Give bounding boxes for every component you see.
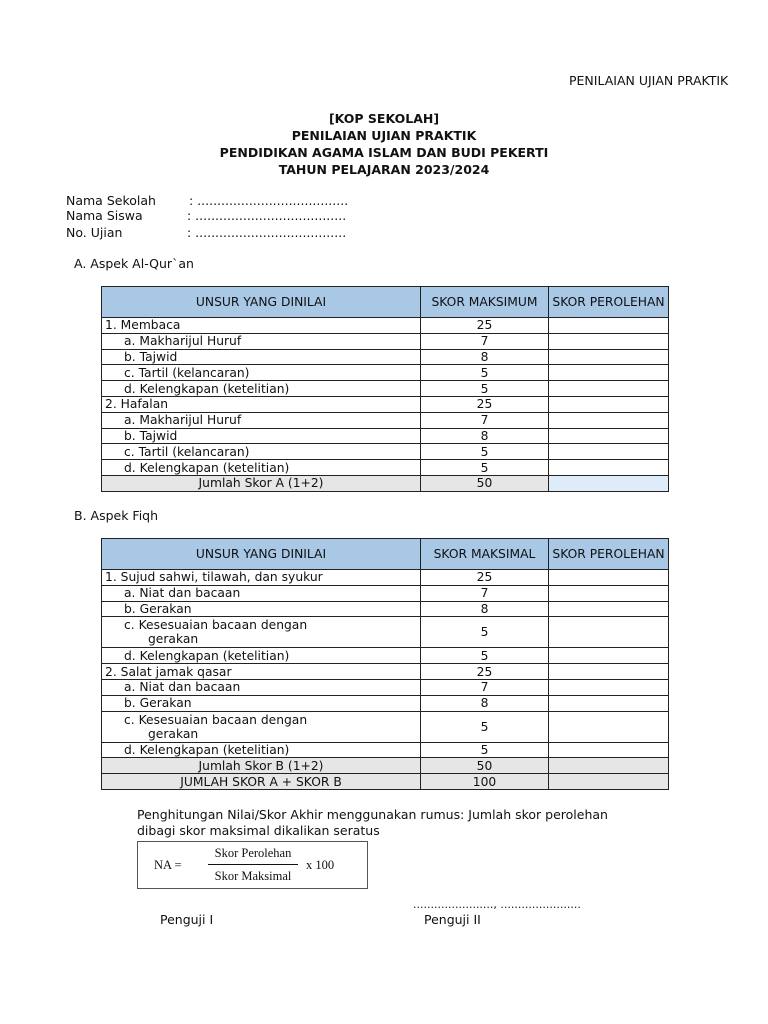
criterion-label: c. Tartil (kelancaran) [102, 444, 421, 460]
max-score: 8 [421, 428, 549, 444]
criterion-label: d. Kelengkapan (ketelitian) [102, 460, 421, 476]
criterion-label: a. Makharijul Huruf [102, 333, 421, 349]
corner-label: PENILAIAN UJIAN PRAKTIK [569, 73, 729, 88]
score-input-cell[interactable] [549, 365, 669, 381]
max-score: 25 [421, 396, 549, 412]
score-input-cell[interactable] [549, 349, 669, 365]
column-header: SKOR PEROLEHAN [549, 287, 669, 318]
max-score: 5 [421, 742, 549, 758]
score-input-cell[interactable] [549, 585, 669, 601]
criterion-label: d. Kelengkapan (ketelitian) [102, 381, 421, 397]
table-header-row [102, 287, 669, 318]
criterion-label: d. Kelengkapan (ketelitian) [102, 648, 421, 664]
formula-description: Penghitungan Nilai/Skor Akhir menggunakan rumus: Jumlah skor perolehan dibagi skor maksimal dikalikan seratus [137, 807, 608, 838]
section-a-title: A. Aspek Al-Qur`an [74, 256, 194, 271]
score-input-cell[interactable] [549, 460, 669, 476]
criterion-label: a. Makharijul Huruf [102, 412, 421, 428]
max-score: 8 [421, 601, 549, 617]
criterion-label: b. Tajwid [102, 349, 421, 365]
criterion-label: c. Tartil (kelancaran) [102, 365, 421, 381]
identity-value: : ...................................... [189, 193, 349, 208]
max-score: 5 [421, 617, 549, 648]
table-row [102, 381, 669, 397]
examiner-1-label: Penguji I [160, 912, 214, 927]
identity-label: Nama Siswa [66, 208, 143, 223]
examiner-2-label: Penguji II [424, 912, 481, 927]
max-score: 5 [421, 460, 549, 476]
criterion-label: b. Gerakan [102, 601, 421, 617]
grand-total-score-input-cell[interactable] [549, 774, 669, 790]
table-row [102, 679, 669, 695]
max-score: 25 [421, 664, 549, 680]
table-row [102, 742, 669, 758]
max-score: 5 [421, 365, 549, 381]
total-max-score: 50 [421, 475, 549, 491]
table-row [102, 444, 669, 460]
max-score: 25 [421, 570, 549, 586]
identity-value: : ...................................... [187, 208, 347, 223]
total-row [102, 475, 669, 491]
table-row [102, 365, 669, 381]
criterion-label-line1: c. Kesesuaian bacaan dengan [124, 618, 308, 633]
max-score: 5 [421, 711, 549, 742]
grand-total-max-score: 100 [421, 774, 549, 790]
criterion-label: 2. Salat jamak qasar [102, 664, 421, 680]
score-input-cell[interactable] [549, 444, 669, 460]
formula-multiplier: x 100 [306, 858, 335, 872]
table-row [102, 585, 669, 601]
score-input-cell[interactable] [549, 381, 669, 397]
header-year: TAHUN PELAJARAN 2023/2024 [278, 162, 490, 177]
score-input-cell[interactable] [549, 428, 669, 444]
criterion-label: 1. Membaca [102, 318, 421, 334]
fraction-line [208, 864, 298, 865]
max-score: 5 [421, 444, 549, 460]
score-input-cell[interactable] [549, 570, 669, 586]
total-label: Jumlah Skor A (1+2) [102, 475, 421, 491]
table-row [102, 601, 669, 617]
section-a-table [101, 286, 669, 492]
column-header: SKOR MAKSIMUM [421, 287, 549, 318]
score-input-cell[interactable] [549, 664, 669, 680]
max-score: 7 [421, 585, 549, 601]
table-row [102, 648, 669, 664]
table-row [102, 396, 669, 412]
identity-label: No. Ujian [66, 225, 123, 240]
section-b-title: B. Aspek Fiqh [74, 508, 159, 523]
identity-label: Nama Sekolah [66, 193, 156, 208]
score-input-cell[interactable] [549, 711, 669, 742]
score-input-cell[interactable] [549, 333, 669, 349]
score-input-cell[interactable] [549, 412, 669, 428]
max-score: 25 [421, 318, 549, 334]
max-score: 8 [421, 695, 549, 711]
table-row [102, 460, 669, 476]
grand-total-row [102, 774, 669, 790]
formula-na: NA = [154, 858, 182, 872]
formula-box [137, 841, 368, 889]
table-row [102, 349, 669, 365]
table-row [102, 570, 669, 586]
criterion-label: b. Gerakan [102, 695, 421, 711]
total-score-input-cell[interactable] [549, 475, 669, 491]
criterion-label: 2. Hafalan [102, 396, 421, 412]
max-score: 5 [421, 381, 549, 397]
total-row [102, 758, 669, 774]
criterion-label-line2: gerakan [148, 726, 199, 741]
criterion-label: d. Kelengkapan (ketelitian) [102, 742, 421, 758]
table-row [102, 711, 669, 742]
table-row [102, 428, 669, 444]
criterion-label: a. Niat dan bacaan [102, 585, 421, 601]
place-date-line: ......................., ....................... [413, 898, 581, 911]
score-input-cell[interactable] [549, 396, 669, 412]
criterion-label [102, 617, 421, 648]
grand-total-label: JUMLAH SKOR A + SKOR B [102, 774, 421, 790]
header-title: PENILAIAN UJIAN PRAKTIK [291, 128, 477, 143]
max-score: 5 [421, 648, 549, 664]
criterion-label: a. Niat dan bacaan [102, 679, 421, 695]
table-row [102, 333, 669, 349]
column-header: UNSUR YANG DINILAI [102, 539, 421, 570]
max-score: 7 [421, 679, 549, 695]
criterion-label-line2: gerakan [148, 632, 199, 647]
column-header: SKOR MAKSIMAL [421, 539, 549, 570]
score-input-cell[interactable] [549, 318, 669, 334]
table-row [102, 695, 669, 711]
formula-denominator: Skor Maksimal [214, 869, 292, 883]
score-input-cell[interactable] [549, 648, 669, 664]
table-row [102, 412, 669, 428]
header-kop: [KOP SEKOLAH] [328, 111, 440, 126]
total-max-score: 50 [421, 758, 549, 774]
total-label: Jumlah Skor B (1+2) [102, 758, 421, 774]
max-score: 7 [421, 412, 549, 428]
criterion-label-line1: c. Kesesuaian bacaan dengan [124, 712, 308, 727]
score-input-cell[interactable] [549, 742, 669, 758]
header-subject: PENDIDIKAN AGAMA ISLAM DAN BUDI PEKERTI [219, 145, 549, 160]
table-row [102, 318, 669, 334]
table-row [102, 664, 669, 680]
column-header: UNSUR YANG DINILAI [102, 287, 421, 318]
criterion-label [102, 711, 421, 742]
criterion-label: b. Tajwid [102, 428, 421, 444]
score-input-cell[interactable] [549, 695, 669, 711]
column-header: SKOR PEROLEHAN [549, 539, 669, 570]
table-header-row [102, 539, 669, 570]
formula-numerator: Skor Perolehan [214, 846, 292, 860]
total-score-input-cell[interactable] [549, 758, 669, 774]
section-b-table [101, 538, 669, 790]
criterion-label: 1. Sujud sahwi, tilawah, dan syukur [102, 570, 421, 586]
score-input-cell[interactable] [549, 617, 669, 648]
max-score: 8 [421, 349, 549, 365]
max-score: 7 [421, 333, 549, 349]
table-row [102, 617, 669, 648]
score-input-cell[interactable] [549, 679, 669, 695]
identity-value: : ...................................... [187, 225, 347, 240]
score-input-cell[interactable] [549, 601, 669, 617]
